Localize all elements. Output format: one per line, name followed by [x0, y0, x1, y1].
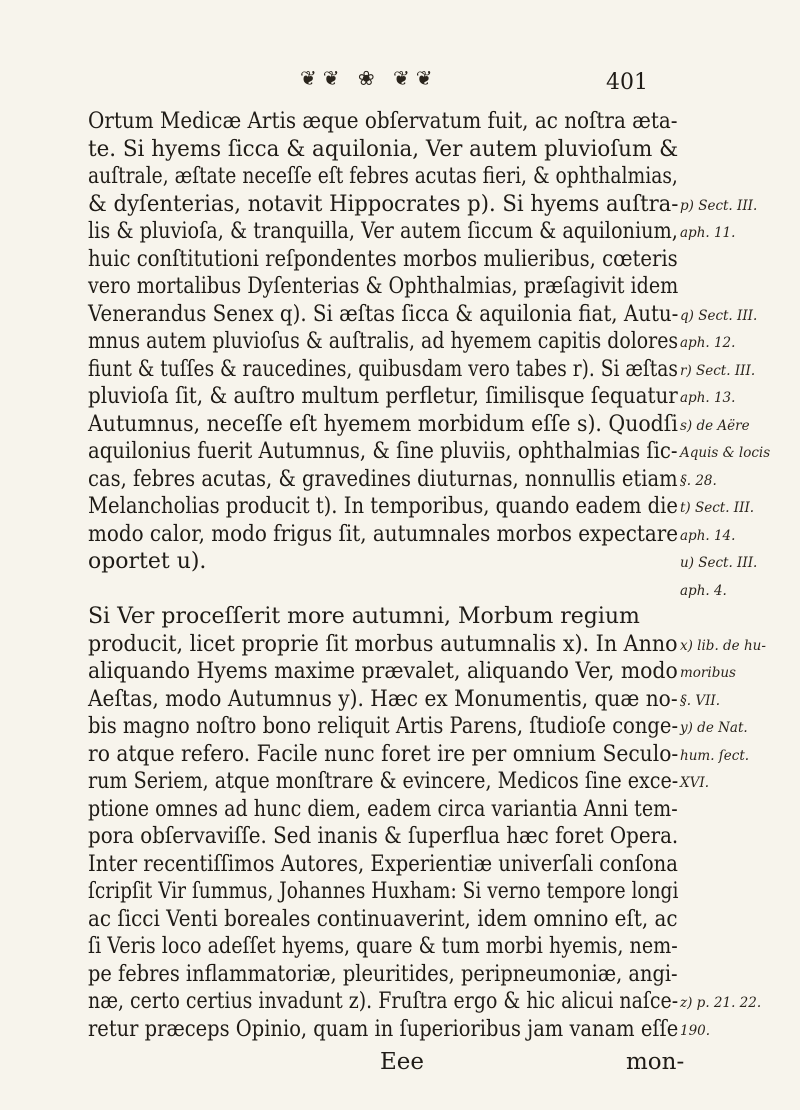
text-line: Melancholias producit t). In temporibus, quando eadem die	[88, 493, 678, 519]
margin-note: aph. 13.	[680, 390, 736, 406]
signature-mark: Eee	[380, 1049, 425, 1075]
catchword: mon-	[626, 1049, 685, 1075]
margin-note: r) Sect. III.	[680, 362, 756, 379]
text-line: ro atque refero. Facile nunc foret ire per omnium Seculo-	[88, 740, 679, 767]
margin-note: §. 28.	[680, 472, 717, 489]
margin-note: §. VII.	[680, 692, 721, 709]
text-line: pora obſervaviſſe. Sed inanis & ſuperflua hæc foret Opera.	[88, 823, 679, 849]
text-line: vero mortalibus Dyſenterias & Ophthalmias, præſagivit idem	[88, 273, 679, 299]
margin-note: t) Sect. III.	[680, 500, 755, 516]
page-number: 401	[606, 70, 648, 95]
text-line: ſcripſit Vir ſummus, Johannes Huxham: Si verno tempore longi	[88, 878, 679, 904]
margin-note: u) Sect. III.	[680, 555, 758, 571]
text-line: lis & pluvioſa, & tranquilla, Ver autem ſiccum & aquilonium,	[88, 218, 678, 244]
text-line: ptione omnes ad hunc diem, eadem circa variantia Anni tem-	[88, 795, 678, 822]
text-line: fiunt & tuſſes & raucedines, quibusdam vero tabes r). Si æſtas	[88, 355, 678, 382]
text-line: Inter recentiſſimos Autores, Experientiæ univerſali conſona	[88, 850, 678, 877]
text-line: & dyſenterias, notavit Hippocrates p). Si hyems auſtra-	[88, 190, 679, 217]
text-line: Autumnus, neceſſe eſt hyemem morbidum eſſe s). Quodſi	[88, 410, 678, 437]
page-footer	[0, 1045, 800, 1079]
margin-note: hum. ſect.	[680, 747, 750, 764]
text-line: modo calor, modo frigus ſit, autumnales morbos expectare	[88, 520, 679, 547]
margin-note: XVI.	[680, 775, 709, 791]
margin-note: q) Sect. III.	[680, 307, 758, 324]
margin-note: p) Sect. III.	[680, 197, 758, 214]
text-line: oportet u).	[88, 548, 207, 574]
margin-note: aph. 14.	[680, 527, 736, 544]
text-line: pe febres inflammatoriæ, pleuritides, peripneumoniæ, angi-	[88, 960, 678, 987]
text-line: næ, certo certius invadunt z). Fruſtra ergo & hic alicui naſce-	[88, 988, 679, 1014]
text-line: Aeſtas, modo Autumnus y). Hæc ex Monumentis, quæ no-	[88, 685, 678, 712]
text-line: huic conſtitutioni reſpondentes morbos mulieribus, cœteris	[88, 245, 678, 272]
text-line: mnus autem pluvioſus & auſtralis, ad hyemem capitis dolores	[88, 328, 679, 354]
text-line: Si Ver proceſſerit more autumni, Morbum regium	[88, 603, 640, 629]
text-line: aquilonius fuerit Autumnus, & ſine pluviis, ophthalmias ſic-	[88, 438, 678, 464]
text-line: retur præceps Opinio, quam in ſuperioribus jam vanam eſſe	[88, 1015, 679, 1042]
page-header	[0, 66, 800, 106]
margin-note: aph. 12.	[680, 335, 736, 351]
text-line: bis magno noſtro bono reliquit Artis Parens, ſtudioſe conge-	[88, 713, 679, 739]
text-line: rum Seriem, atque monſtrare & evincere, Medicos ſine exce-	[88, 768, 679, 794]
margin-note: Aquis & locis	[680, 445, 771, 461]
text-line: ac ſicci Venti boreales continuaverint, idem omnino eſt, ac	[88, 905, 678, 932]
margin-note: 190.	[680, 1022, 711, 1039]
text-line: producit, licet proprie ſit morbus autumnalis x). In Anno	[88, 630, 678, 657]
margin-note: s) de Aëre	[680, 417, 750, 434]
text-line: te. Si hyems ſicca & aquilonia, Ver autem pluvioſum &	[88, 135, 679, 162]
text-line: pluvioſa ſit, & auſtro multum perfletur, ſimilisque ſequatur	[88, 383, 678, 409]
text-line: aliquando Hyems maxime prævalet, aliquando Ver, modo	[88, 658, 678, 684]
margin-note: x) lib. de hu-	[680, 637, 766, 654]
margin-note: aph. 4.	[680, 582, 727, 599]
text-line: Venerandus Senex q). Si æſtas ſicca & aquilonia fiat, Autu-	[88, 300, 679, 327]
margin-note: y) de Nat.	[680, 720, 748, 736]
margin-note: moribus	[680, 665, 736, 681]
text-line: Ortum Medicæ Artis æque obſervatum fuit, ac noſtra æta-	[88, 108, 678, 134]
margin-note: aph. 11.	[680, 225, 736, 241]
text-line: auſtrale, æſtate neceſſe eſt febres acutas fieri, & ophthalmias,	[88, 163, 678, 189]
margin-note: z) p. 21. 22.	[680, 995, 762, 1011]
text-line: cas, febres acutas, & gravedines diuturnas, nonnullis etiam	[88, 465, 678, 492]
text-line: ſi Veris loco adeſſet hyems, quare & tum morbi hyemis, nem-	[88, 933, 678, 959]
header-ornament: ❦❦ ❀ ❦❦	[300, 66, 439, 90]
